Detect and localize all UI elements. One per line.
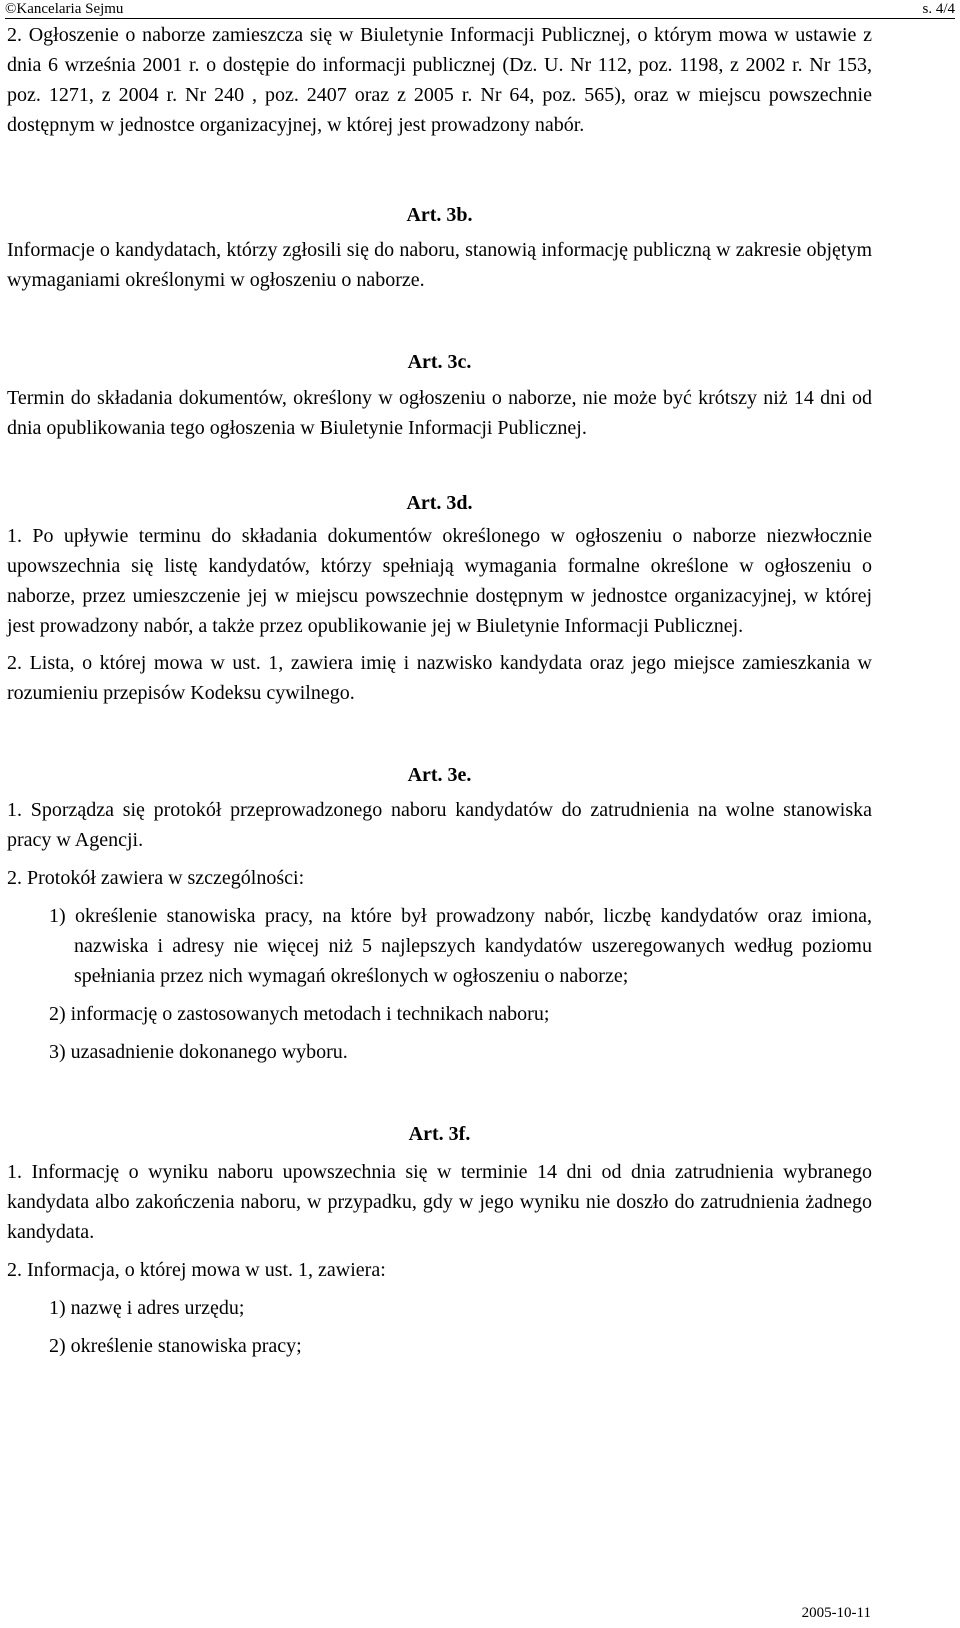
article-3d-para-1: 1. Po upływie terminu do składania dokumentów określonego w ogłoszeniu o naborze niezwłocznie upowszechnia się listę kandydatów, którzy spełniają wymagania formalne określone w ogłoszeniu o naborze, przez umieszczenie jej w miejscu powszechnie dostępnym w jednostce organizacyjnej, w której jest prowadzony nabór, a także przez opublikowanie jej w Biuletynie Informacji Publicznej. (7, 525, 872, 637)
article-title-3c: Art. 3c. (407, 351, 472, 373)
paragraph-intro-2: 2. Ogłoszenie o naborze zamieszcza się w Biuletynie Informacji Publicznej, o którym mowa w ustawie z dnia 6 września 2001 r. o dostępie do informacji publicznej (Dz. U. Nr 112, poz. 1198, z 2002 r. Nr 153, poz. 1271, z 2004 r. Nr 240 , poz. 2407 oraz z 2005 r. Nr 64, poz. 565), oraz w miejscu powszechnie dostępnym w jednostce organizacyjnej, w której jest prowadzony nabór. (7, 24, 872, 136)
article-3f-item-2: 2) określenie stanowiska pracy; (49, 1335, 302, 1357)
article-title-3d: Art. 3d. (406, 492, 473, 514)
article-title-3f: Art. 3f. (408, 1123, 471, 1145)
article-3e-para-2: 2. Protokół zawiera w szczególności: (7, 867, 305, 889)
article-3d-para-2: 2. Lista, o której mowa w ust. 1, zawiera imię i nazwisko kandydata oraz jego miejsce zamieszkania w rozumieniu przepisów Kodeksu cywilnego. (7, 652, 872, 704)
article-3f-para-1: 1. Informację o wyniku naboru upowszechnia się w terminie 14 dni od dnia zatrudnienia wybranego kandydata albo zakończenia naboru, w przypadku, gdy w jego wyniku nie doszło do zatrudnienia żadnego kandydata. (7, 1161, 872, 1243)
article-title-3b: Art. 3b. (406, 204, 473, 226)
footer-date: 2005-10-11 (801, 1605, 871, 1621)
header-source: ©Kancelaria Sejmu (5, 1, 124, 17)
document-body (7, 20, 872, 1361)
article-3e-item-3: 3) uzasadnienie dokonanego wyboru. (49, 1041, 348, 1063)
page-header (5, 0, 955, 18)
page-number: s. 4/4 (922, 1, 955, 17)
article-3f-para-2: 2. Informacja, o której mowa w ust. 1, zawiera: (7, 1259, 386, 1281)
article-3e-item-2: 2) informację o zastosowanych metodach i technikach naboru; (49, 1003, 550, 1025)
article-3b-text: Informacje o kandydatach, którzy zgłosili się do naboru, stanowią informację publiczną w zakresie objętym wymaganiami określonymi w ogłoszeniu o naborze. (7, 239, 872, 291)
article-3e-para-1: 1. Sporządza się protokół przeprowadzonego naboru kandydatów do zatrudnienia na wolne stanowiska pracy w Agencji. (7, 799, 872, 851)
article-title-3e: Art. 3e. (407, 764, 472, 786)
article-3f-item-1: 1) nazwę i adres urzędu; (49, 1297, 245, 1319)
article-3c-text: Termin do składania dokumentów, określony w ogłoszeniu o naborze, nie może być krótszy niż 14 dni od dnia opublikowania tego ogłoszenia w Biuletynie Informacji Publicznej. (7, 387, 872, 439)
article-3e-item-1: 1) określenie stanowiska pracy, na które był prowadzony nabór, liczbę kandydatów oraz imiona, nazwiska i adresy nie więcej niż 5 najlepszych kandydatów uszeregowanych według poziomu spełniania przez nich wymagań określonych w ogłoszeniu o naborze; (49, 905, 872, 987)
